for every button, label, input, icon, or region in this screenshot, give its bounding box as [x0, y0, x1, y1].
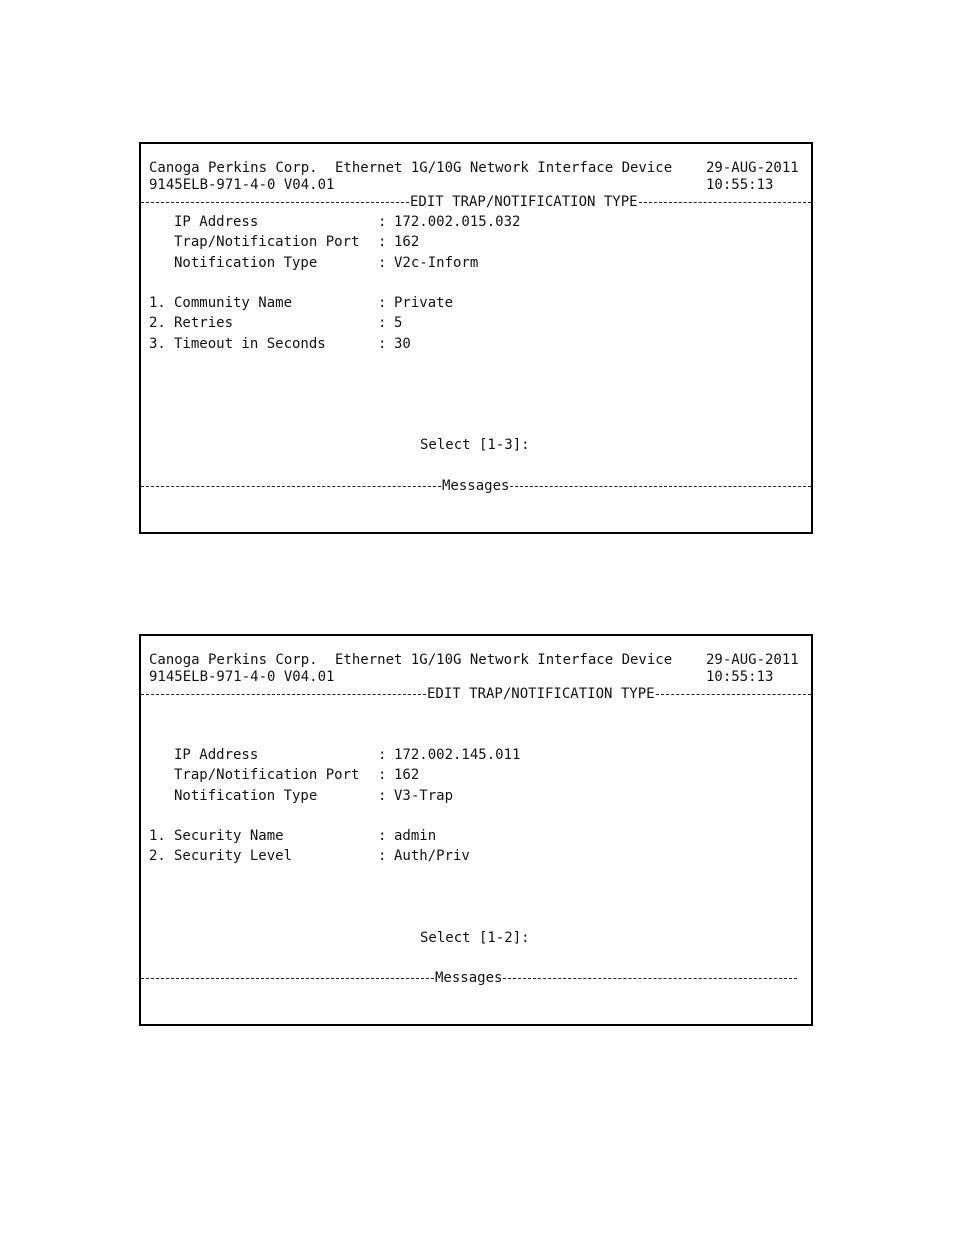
menu-value-security-name: admin	[394, 828, 437, 844]
messages-title: Messages	[435, 970, 503, 986]
info-label-trap-port: Trap/Notification Port	[174, 767, 360, 783]
colon: :	[378, 788, 387, 804]
section-title-rule	[141, 686, 811, 703]
select-prompt[interactable]: Select [1-3]:	[420, 437, 530, 453]
menu-value-community-name: Private	[394, 295, 454, 311]
colon: :	[378, 767, 387, 783]
menu-value-retries: 5	[394, 315, 403, 331]
colon: :	[378, 255, 387, 271]
header-time: 10:55:13	[706, 177, 774, 193]
colon: :	[378, 295, 387, 311]
info-value-ip-address: 172.002.145.011	[394, 747, 521, 763]
colon: :	[378, 828, 387, 844]
colon: :	[378, 214, 387, 230]
menu-item-security-level[interactable]: Security Level	[174, 848, 293, 864]
product-name: Ethernet 1G/10G Network Interface Device	[335, 160, 673, 176]
info-label-notification-type: Notification Type	[174, 788, 318, 804]
section-title: EDIT TRAP/NOTIFICATION TYPE	[427, 686, 655, 702]
terminal-screen-trap-v2c	[139, 142, 813, 534]
info-label-trap-port: Trap/Notification Port	[174, 234, 360, 250]
company-name: Canoga Perkins Corp.	[149, 652, 318, 668]
menu-value-security-level: Auth/Priv	[394, 848, 470, 864]
info-value-notification-type: V2c-Inform	[394, 255, 479, 271]
menu-item-retries[interactable]: Retries	[174, 315, 234, 331]
menu-item-number[interactable]: 3.	[149, 336, 166, 352]
colon: :	[378, 848, 387, 864]
header-date: 29-AUG-2011	[706, 160, 799, 176]
messages-title: Messages	[442, 478, 510, 494]
company-name: Canoga Perkins Corp.	[149, 160, 318, 176]
info-value-trap-port: 162	[394, 767, 420, 783]
terminal-screen-trap-v3	[139, 634, 813, 1026]
info-label-ip-address: IP Address	[174, 214, 259, 230]
colon: :	[378, 315, 387, 331]
product-name: Ethernet 1G/10G Network Interface Device	[335, 652, 673, 668]
menu-item-timeout[interactable]: Timeout in Seconds	[174, 336, 326, 352]
menu-item-number[interactable]: 1.	[149, 295, 166, 311]
colon: :	[378, 747, 387, 763]
model-version: 9145ELB-971-4-0 V04.01	[149, 177, 335, 193]
menu-value-timeout: 30	[394, 336, 411, 352]
messages-rule	[141, 478, 811, 495]
info-label-notification-type: Notification Type	[174, 255, 318, 271]
info-label-ip-address: IP Address	[174, 747, 259, 763]
header-date: 29-AUG-2011	[706, 652, 799, 668]
menu-item-security-name[interactable]: Security Name	[174, 828, 284, 844]
menu-item-number[interactable]: 2.	[149, 315, 166, 331]
section-title-rule	[141, 194, 811, 211]
menu-item-number[interactable]: 2.	[149, 848, 166, 864]
header-time: 10:55:13	[706, 669, 774, 685]
select-prompt[interactable]: Select [1-2]:	[420, 930, 530, 946]
section-title: EDIT TRAP/NOTIFICATION TYPE	[410, 194, 638, 210]
colon: :	[378, 234, 387, 250]
info-value-notification-type: V3-Trap	[394, 788, 454, 804]
info-value-ip-address: 172.002.015.032	[394, 214, 521, 230]
menu-item-number[interactable]: 1.	[149, 828, 166, 844]
menu-item-community-name[interactable]: Community Name	[174, 295, 293, 311]
colon: :	[378, 336, 387, 352]
model-version: 9145ELB-971-4-0 V04.01	[149, 669, 335, 685]
messages-rule	[141, 970, 797, 987]
info-value-trap-port: 162	[394, 234, 420, 250]
